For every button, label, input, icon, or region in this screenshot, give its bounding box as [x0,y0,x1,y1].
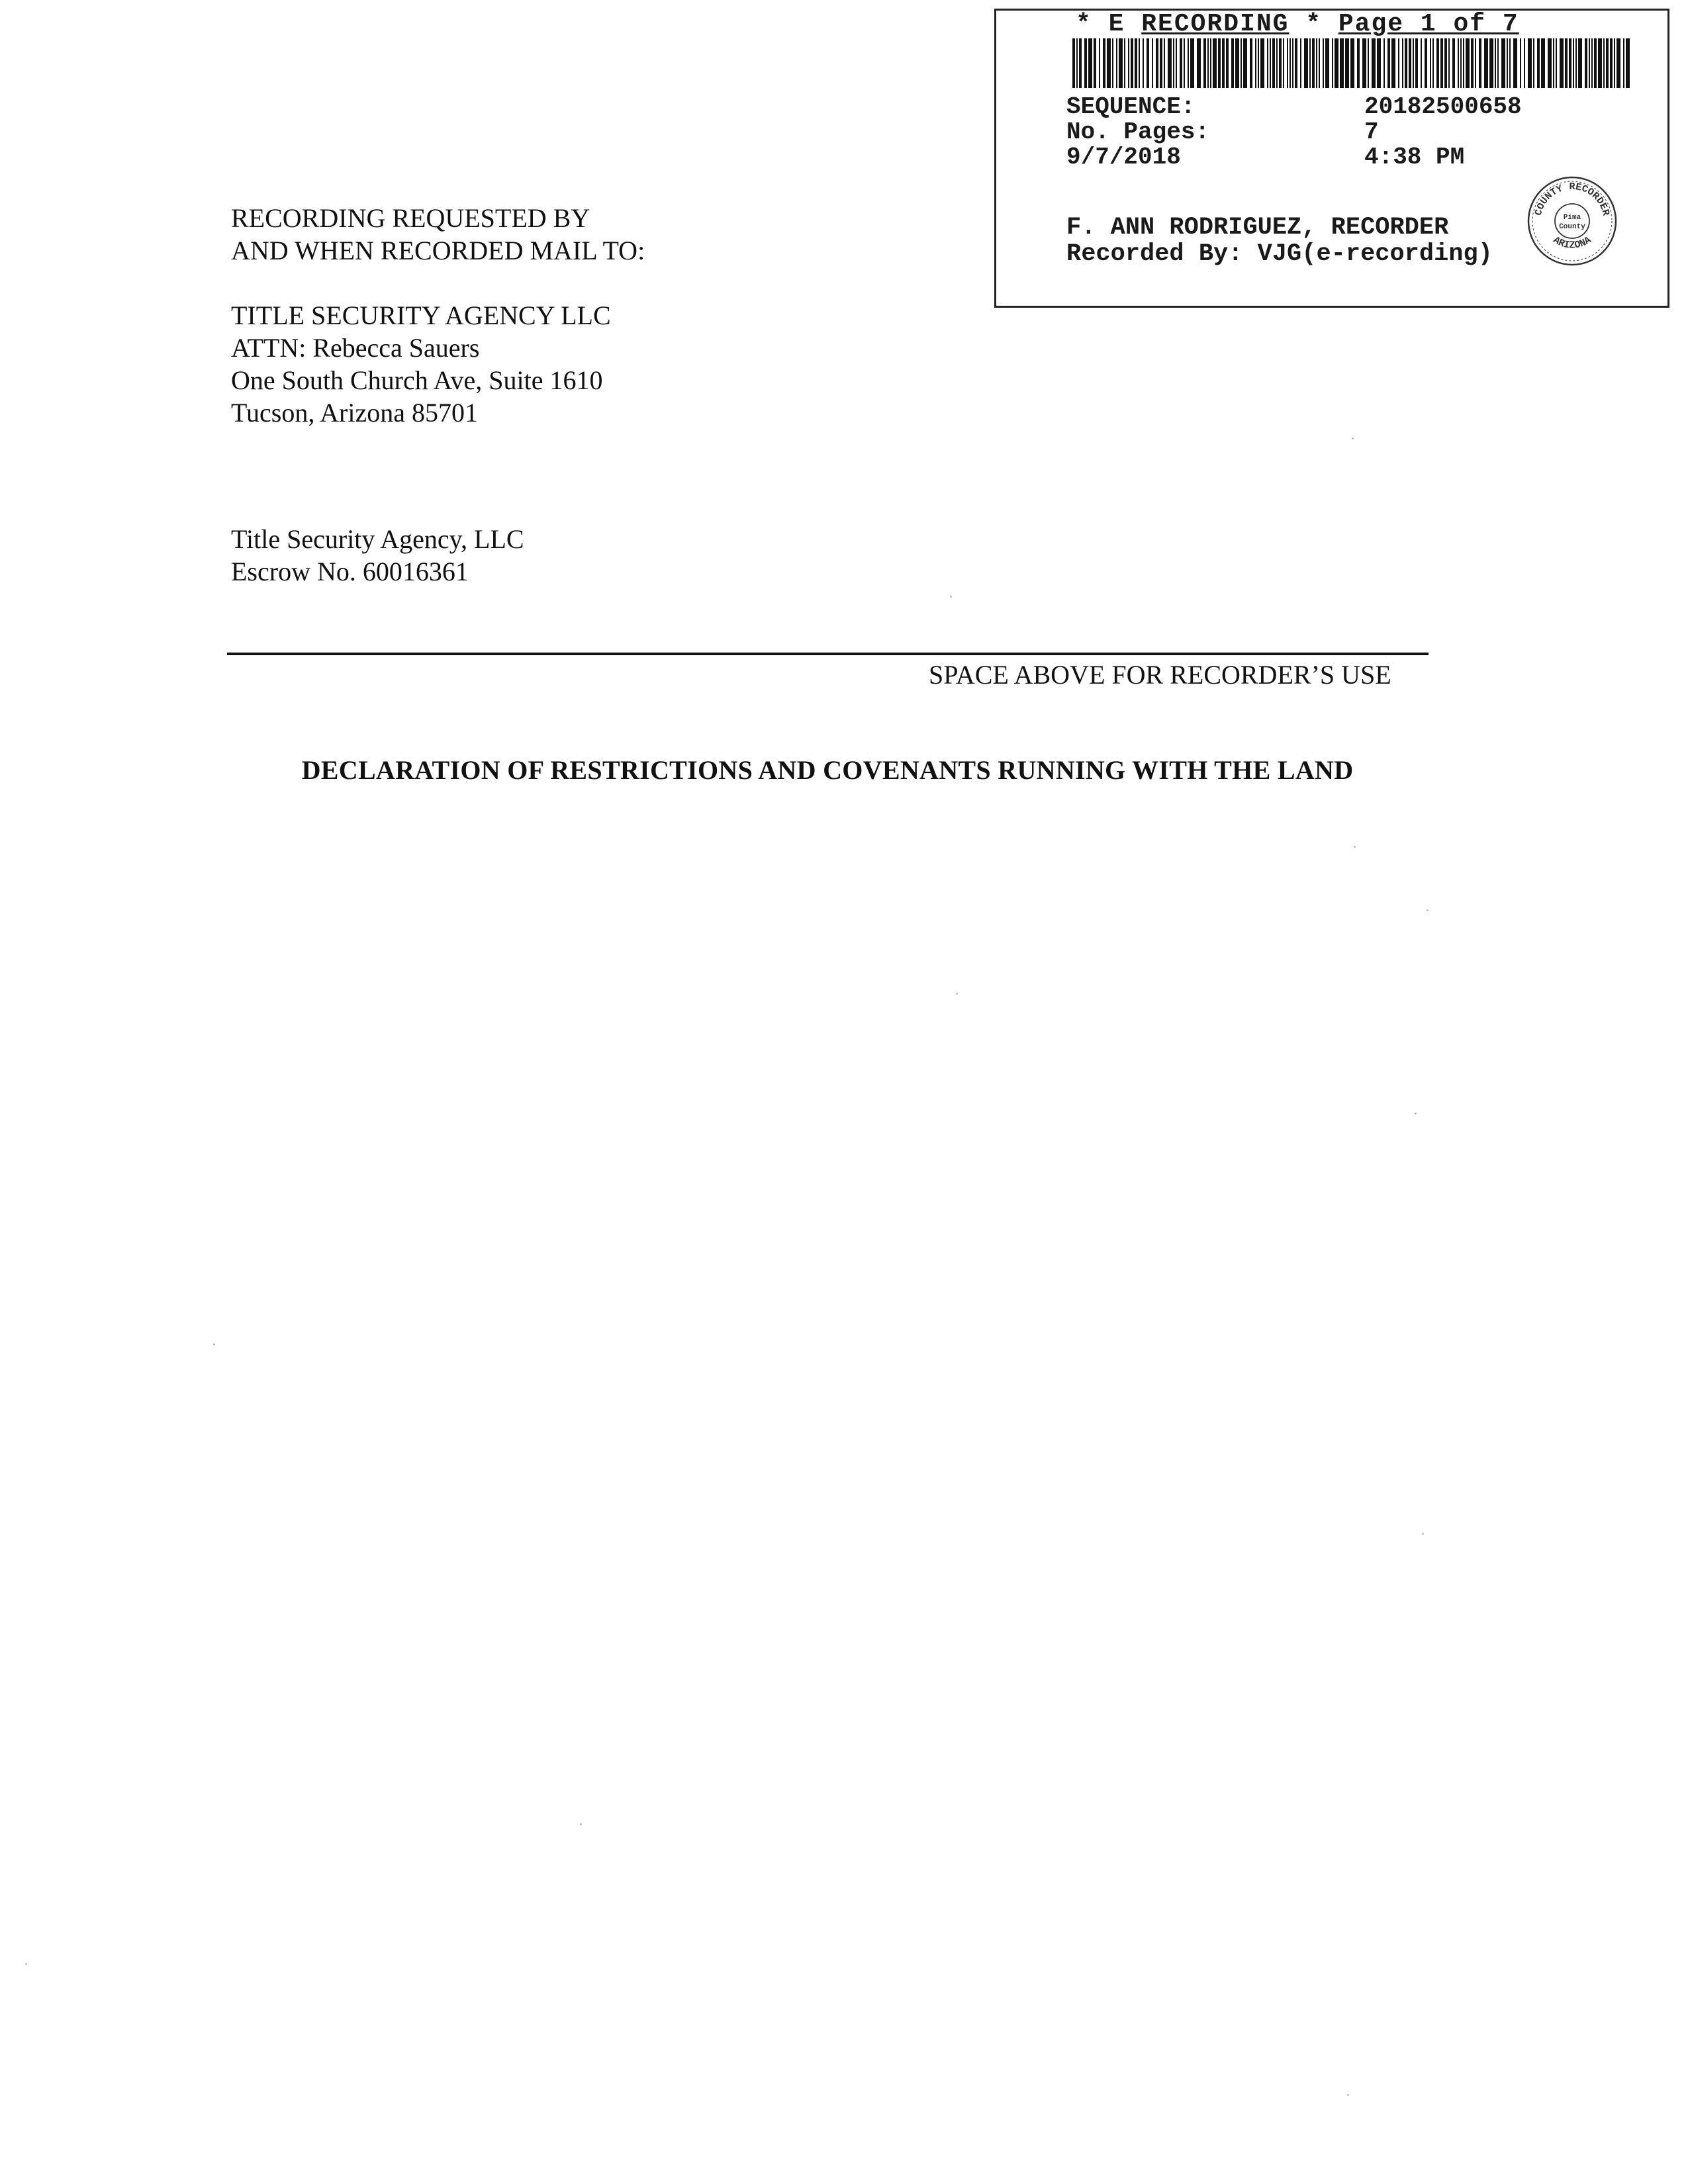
recording-requested-line-2: AND WHEN RECORDED MAIL TO: [231,236,645,265]
scan-speck [1427,909,1429,911]
stamp-header-prefix: * E [1076,10,1142,38]
scan-speck [956,993,958,995]
escrow-number: Escrow No. 60016361 [231,557,469,586]
scan-speck [1422,1533,1424,1535]
recording-requested-block [231,202,645,267]
scan-speck [1415,1113,1417,1115]
seal-bottom-text: ARIZONA [1550,234,1594,251]
scan-speck [1354,846,1356,848]
stamp-recorder: F. ANN RODRIGUEZ, RECORDER [1066,214,1449,242]
stamp-date-row [1066,144,1465,171]
stamp-sequence-row [1066,93,1522,120]
stamp-pages-row [1066,118,1379,146]
scan-speck [25,1963,27,1965]
county-recorder-seal-icon [1526,175,1618,267]
mail-to-address [231,299,611,429]
mail-to-company: TITLE SECURITY AGENCY LLC [231,300,611,330]
stamp-sequence-label: SEQUENCE: [1066,93,1196,120]
stamp-pages-label: No. Pages: [1066,118,1210,146]
recorder-stamp [994,9,1669,308]
stamp-header-recording: RECORDING [1141,10,1289,38]
recording-requested-line-1: RECORDING REQUESTED BY [231,203,590,233]
seal-center-text-2: County [1559,223,1585,231]
scan-speck [1347,2094,1349,2096]
barcode [1072,38,1635,88]
stamp-date: 9/7/2018 [1066,144,1181,171]
scan-speck [213,1343,215,1345]
escrow-agency: Title Security Agency, LLC [231,524,524,554]
mail-to-attn: ATTN: Rebecca Sauers [231,333,480,363]
stamp-recorded-by: Recorded By: VJG(e-recording) [1066,240,1493,268]
stamp-header [1076,12,1519,37]
stamp-sequence-value: 20182500658 [1364,93,1522,120]
recorder-use-divider [227,653,1429,655]
seal-center-text-1: Pima [1563,214,1581,222]
escrow-block [231,523,524,588]
stamp-time: 4:38 PM [1364,144,1465,171]
scan-speck [580,1823,582,1825]
recorder-use-caption: SPACE ABOVE FOR RECORDER’S USE [929,660,1391,690]
stamp-pages-value: 7 [1364,118,1379,146]
seal-top-text: COUNTY RECORDER [1532,181,1612,217]
mail-to-street: One South Church Ave, Suite 1610 [231,365,603,395]
scan-speck [1352,437,1354,439]
stamp-header-page: Page 1 of 7 [1338,10,1519,38]
scan-speck [950,596,952,598]
mail-to-city: Tucson, Arizona 85701 [231,398,478,428]
document-title: DECLARATION OF RESTRICTIONS AND COVENANTS RUNNING WITH THE LAND [301,755,1354,785]
stamp-header-mid: * [1289,10,1338,38]
